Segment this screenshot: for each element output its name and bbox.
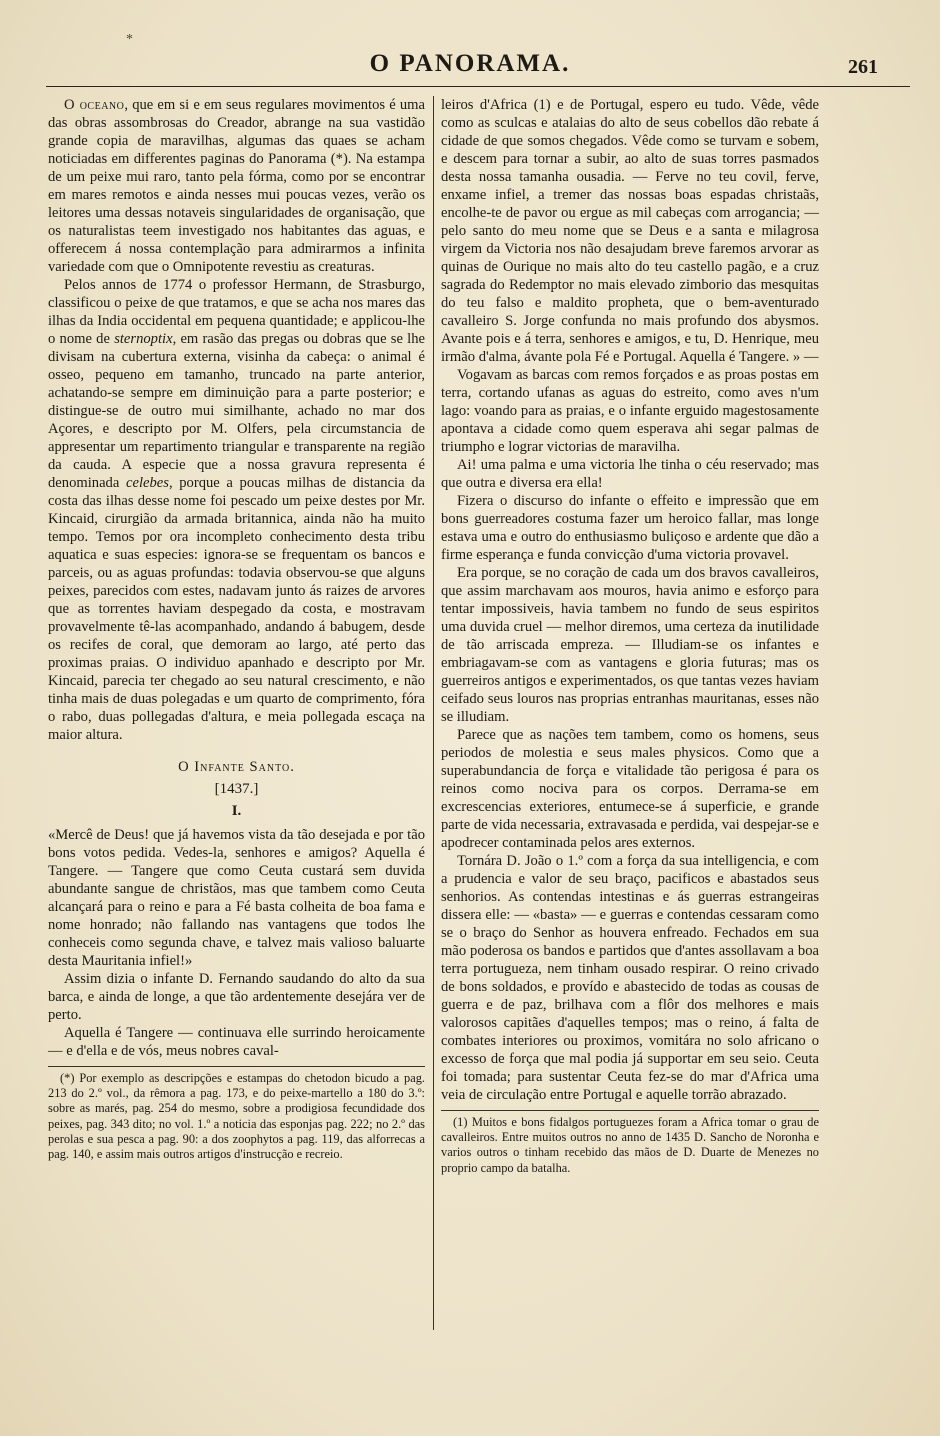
publication-title: O PANORAMA. xyxy=(369,50,571,77)
footnote-rule xyxy=(48,1066,425,1067)
story-paragraph: «Mercê de Deus! que já havemos vista da tão desejada e por tão bons votos pedida. Vedes-la, senhores e amigos? Aquella é Tangere. — Tangere que como Ceuta custará sem duvida abundante sangue de christãos, mas que tambem como Ceuta alcançará para o reino e para a Fé basta colheita de boa fama e nome honrado; não fallando nas vantagens que todos lhe conheceis como segunda chave, e talvez mais valioso baluarte desta Mauritania infiel!» xyxy=(48,827,425,969)
column-divider xyxy=(433,96,434,1330)
header-rule xyxy=(46,86,910,87)
story-paragraph: Fizera o discurso do infante o effeito e impressão que em bons guerreadores costuma fazer um heroico fallar, mas longe estava uma e outro do enthusiasmo buliçoso e ardente que dão a firme esperança e funda convicção d'uma victoria provavel. xyxy=(441,493,819,563)
article-paragraph: O oceano, que em si e em seus regulares movimentos é uma das obras assombrosas do Creador, abrange na sua vastidão grande copia de maravilhas, algumas das quaes se acham noticiadas em differentes paginas do Panorama (*). Na estampa de um peixe mui raro, tanto pela fórma, como por se encontrar em mares remotos e ainda nesses mui poucas vezes, verão os leitores uma dessas notaveis singularidades de organisação, que os naturalistas teem investigado nos habitantes das aguas, e offerecem á nossa contemplação para admirarmos a infinita variedade com que o Omnipotente revestiu as creaturas. xyxy=(48,97,425,275)
footnote-rule xyxy=(441,1110,819,1111)
footnote-text: (*) Por exemplo as descripções e estampas do chetodon bicudo a pag. 213 do 2.º vol., da rêmora a pag. 173, e do peixe-martello a 180 do 3.º: sobre as marés, pag. 254 do mesmo, sobre a prodigiosa fecundidade dos peixes, pag. 343 dito; no vol. 1.º a noticia das esponjas pag. 222; no 2.º das perolas e sua pesca a pag. 90: a dos zoophytos a pag. 119, das alforrecas a pag. 140, e assim mais outros artigos d'instrucção e recreio. xyxy=(48,1071,425,1162)
story-paragraph: Assim dizia o infante D. Fernando saudando do alto da sua barca, e ainda de longe, a que tão ardentemente desejára ver de perto. xyxy=(48,971,425,1023)
footnote-text: (1) Muitos e bons fidalgos portuguezes foram a Africa tomar o grau de cavalleiros. Entre muitos outros no anno de 1435 D. Sancho de Noronha e varios outros o tinham recebido das mãos de D. Duarte de Menezes no proprio campo da batalha. xyxy=(441,1115,819,1175)
story-paragraph: Vogavam as barcas com remos forçados e as proas postas em terra, cortando ufanas as aguas do estreito, como aves n'um lago: voando para as praias, e o infante erguido magestosamente apontava a cidade como quem esperava ahi segar palmas de triumpho e lograr victorias de maravilha. xyxy=(441,367,819,455)
story-paragraph: Era porque, se no coração de cada um dos bravos cavalleiros, que assim marchavam aos mouros, havia animo e esforço para tentar impossiveis, havia tambem no fundo de seus espiritos uma duvida cruel — melhor diremos, uma certeza da inutilidade de tão arriscada empreza. — Illudiam-se os infantes e embriagavam-se com as vantagens e gloria futuras; mas os guerreiros antigos e experimentados, os que tantas vezes haviam ceifado seus louros nas proprias entranhas mauritanas, esses não se illudiam. xyxy=(441,565,819,725)
latin-term: sternoptix xyxy=(114,331,173,347)
chapter-number: I. xyxy=(231,803,242,819)
footnote xyxy=(48,1071,425,1162)
left-column xyxy=(48,96,425,1162)
species-name: celebes xyxy=(125,475,169,491)
section-title: O Infante Santo. xyxy=(178,759,295,775)
article-paragraph: Pelos annos de 1774 o professor Hermann, de Strasburgo, classificou o peixe de que tratamos, e que se acha nos mares das ilhas da India occidental em pequena quantidade; e applicou-lhe o nome de sternoptix, em rasão das pregas ou dobras que se lhe divisam na cubertura externa, visinha da cabeça: o animal é osseo, pequeno em tamanho, truncado na parte anterior, achatando-se sempre em diminuição para a parte posterior; e distingue-se de outro mui similhante, achado no mar dos Açores, e descripto por M. Olfers, pela circumstancia de appresentar um repartimento triangular e transparente na região da cauda. A especie que a nossa gravura representa é denominada celebes, porque a poucas milhas de distancia da costa das ilhas desse nome foi pescado um peixe destes por Mr. Kincaid, cirurgião da armada britannica, ainda não ha muito tempo. Temos por ora incompleto conhecimento desta tribu aquatica e suas especies: ignora-se se frequentam os bancos e parceis, ou as aguas profundas: todavia observou-se que alguns peixes, parecidos com estes, nadavam junto ás raizes de arvores que as torrentes haviam despegado da costa, e mostravam provavelmente tê-las acompanhado, andando á babugem, desde os recifes de coral, que demoram ao largo, até perto das proximas praias. O individuo apanhado e descripto por Mr. Kincaid, parecia ter chegado ao seu natural crescimento, e não tinha mais de duas polegadas e um quarto de comprimento, fóra o rabo, duas pollegadas d'altura, e meia pollegada escaça na maior altura. xyxy=(48,277,425,743)
page-header xyxy=(40,32,900,80)
footnote xyxy=(441,1115,819,1176)
story-paragraph: leiros d'Africa (1) e de Portugal, espero eu tudo. Vêde, vêde como as sculcas e atalaias do alto de seus cobellos dão rebate á cidade de que somos chegados. Vêde como se turvam e sobem, e descem para tornar a subir, ao alto de suas torres pasmados desta nossa tamanha ousadia. — Ferve no teu covil, ferve, enxame infiel, a tremer das nossas boas espadas christaãs, encolhe-te de pavor ou ergue as mil cabeças com arrogancia; — pelo santo do meu nome que se Deus e a santa e milagrosa virgem da Victoria nos não desajudam breve faremos arvorar as quinas de Ourique no mais alto do teu castello pagão, e a cruz sagrada do Redemptor no mais elevado zimborio das mesquitas do teu falso e maldito propheta, que o bem-aventurado cavalleiro S. Jorge confunda no mais profundo dos abysmos. Avante pois e á terra, senhores e amigos, e tu, D. Henrique, meu irmão d'alma, ávante pola Fé e Portugal. Aquella é Tangere. » — xyxy=(441,97,819,365)
print-mark: * xyxy=(126,32,133,47)
lead-word: O oceano xyxy=(64,97,125,113)
story-paragraph: Ai! uma palma e uma victoria lhe tinha o céu reservado; mas que outra e diversa era ella! xyxy=(441,457,819,491)
right-column xyxy=(441,96,819,1176)
story-paragraph: Aquella é Tangere — continuava elle surrindo heroicamente — e d'ella e de vós, meus nobres caval- xyxy=(48,1025,425,1059)
story-paragraph: Parece que as nações tem tambem, como os homens, seus periodos de molestia e seus males physicos. Como que a superabundancia de força e vitalidade tão perigosa é para os reinos como nociva para os corpos. Derrama-se em excrescencias exteriores, entumece-se á superficie, e grande parte de vida necessaria, extravasada e perdida, vai despejar-se e apodrecer contaminada pelos ares externos. xyxy=(441,727,819,851)
section-date: [1437.] xyxy=(214,781,259,797)
page-number: 261 xyxy=(848,56,878,78)
story-paragraph: Tornára D. João o 1.º com a força da sua intelligencia, e com a prudencia e valor de seu braço, pacificos e abastados seus senhorios. As contendas intestinas e ás guerras estrangeiras dissera elle: — «basta» — e guerras e contendas cessaram como se o braço do Senhor as houvera enfreado. Fechados em sua mão poderosa os bandos e partidos que d'antes assollavam a boa terra portugueza, nem tinham ousado respirar. O reino crivado de bons soldados, e provído e abastecido de todas as cousas de guerra e de paz, brilhava com a flôr dos melhores e mais valorosos capitães d'aquelles tempos; mas o reino, á falta de combates interiores ou proximos, vomitára no solo africano o excesso de força que mal podia já supportar em seu seio. Ceuta foi tomada; para sustentar Ceuta fez-se do mar d'Africa uma veia de circulação entre Portugal e aquelle torrão abrazado. xyxy=(441,853,819,1103)
